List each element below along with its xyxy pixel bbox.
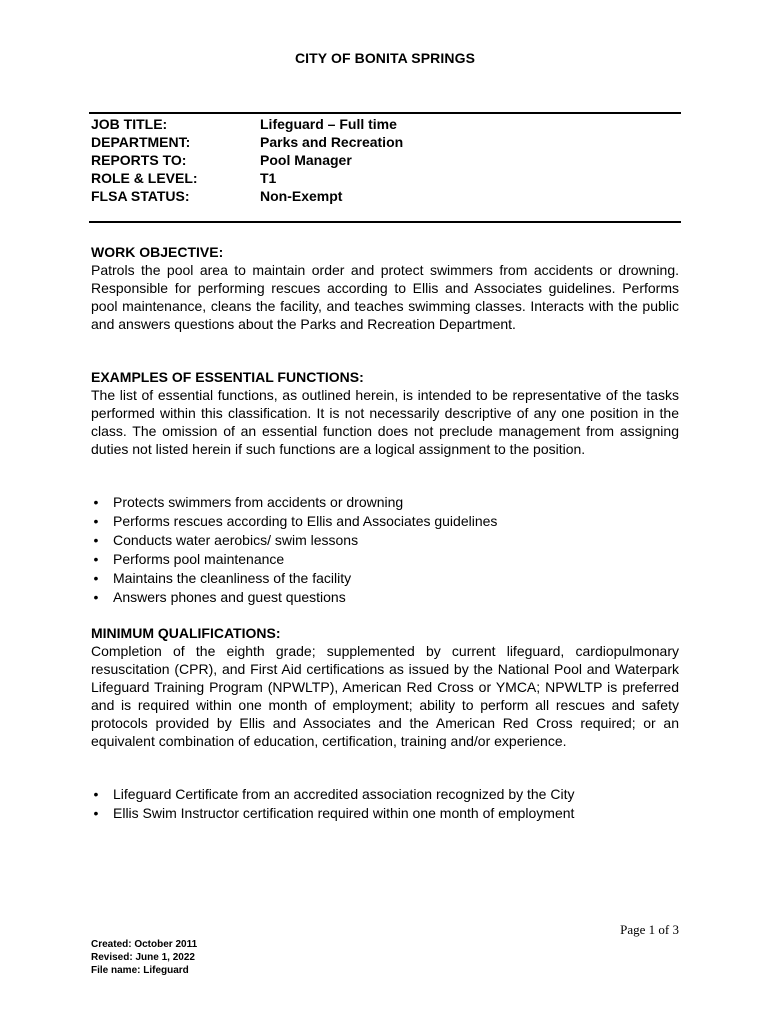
- department-label: DEPARTMENT:: [91, 134, 191, 150]
- work-objective-heading: WORK OBJECTIVE:: [91, 244, 224, 260]
- essential-functions-list-wrap: [91, 493, 679, 607]
- list-item: [91, 493, 679, 512]
- minimum-qualifications-section: [91, 624, 679, 750]
- work-objective-section: [91, 243, 679, 333]
- list-item: [91, 785, 679, 804]
- job-info-row: [91, 133, 403, 151]
- bullet-icon: •: [93, 589, 99, 605]
- job-info-row: [91, 115, 403, 133]
- reports-to-value: Pool Manager: [260, 152, 352, 168]
- list-item: [91, 550, 679, 569]
- bullet-icon: •: [93, 805, 99, 821]
- job-info-row: [91, 151, 403, 169]
- bullet-icon: •: [93, 494, 99, 510]
- bullet-icon: •: [93, 786, 99, 802]
- flsa-status-label: FLSA STATUS:: [91, 188, 190, 204]
- list-item-text: Lifeguard Certificate from an accredited association recognized by the City: [113, 786, 575, 802]
- list-item-text: Performs pool maintenance: [113, 551, 285, 567]
- list-item: [91, 531, 679, 550]
- list-item-text: Conducts water aerobics/ swim lessons: [113, 532, 359, 548]
- document-footer: [91, 938, 197, 977]
- essential-functions-list: [91, 493, 679, 607]
- job-info-row: [91, 187, 403, 205]
- bullet-icon: •: [93, 513, 99, 529]
- minimum-qualifications-list-wrap: [91, 785, 679, 823]
- job-info-table: [91, 115, 403, 205]
- bullet-icon: •: [93, 570, 99, 586]
- job-title-label: JOB TITLE:: [91, 116, 168, 132]
- minimum-qualifications-list: [91, 785, 679, 823]
- essential-functions-section: [91, 368, 679, 458]
- list-item-text: Protects swimmers from accidents or drowning: [113, 494, 404, 510]
- list-item: [91, 804, 679, 823]
- essential-functions-heading: EXAMPLES OF ESSENTIAL FUNCTIONS:: [91, 369, 364, 385]
- role-level-value: T1: [260, 170, 277, 186]
- page-number: Page 1 of 3: [620, 922, 679, 937]
- list-item: [91, 588, 679, 607]
- list-item-text: Performs rescues according to Ellis and Associates guidelines: [113, 513, 498, 529]
- info-divider: [89, 221, 681, 223]
- bullet-icon: •: [93, 551, 99, 567]
- page-title: CITY OF BONITA SPRINGS: [294, 50, 476, 66]
- essential-functions-text: The list of essential functions, as outlined herein, is intended to be representative of the tasks performed within this classification. It is not necessarily descriptive of any one position in the class. The omission of an essential function does not preclude management from assigning duties not listed herein if such functions are a logical assignment to the position.: [91, 387, 679, 457]
- minimum-qualifications-text: Completion of the eighth grade; supplemented by current lifeguard, cardiopulmonary resuscitation (CPR), and First Aid certifications as issued by the National Pool and Waterpark Lifeguard Training Program (NPWLTP), American Red Cross or YMCA; NPWLTP is preferred and is required within one month of employment; ability to perform all rescues and safety protocols provided by Ellis and Associates and the American Red Cross required; or an equivalent combination of education, certification, training and/or experience.: [91, 643, 679, 749]
- list-item: [91, 569, 679, 588]
- top-divider: [89, 112, 681, 114]
- minimum-qualifications-heading: MINIMUM QUALIFICATIONS:: [91, 625, 281, 641]
- job-info-row: [91, 169, 403, 187]
- list-item-text: Ellis Swim Instructor certification required within one month of employment: [113, 805, 575, 821]
- role-level-label: ROLE & LEVEL:: [91, 170, 198, 186]
- bullet-icon: •: [93, 532, 99, 548]
- list-item-text: Answers phones and guest questions: [113, 589, 346, 605]
- job-title-value: Lifeguard – Full time: [260, 116, 397, 132]
- flsa-status-value: Non-Exempt: [260, 188, 343, 204]
- list-item-text: Maintains the cleanliness of the facility: [113, 570, 352, 586]
- revised-date: Revised: June 1, 2022: [91, 952, 195, 963]
- work-objective-text: Patrols the pool area to maintain order and protect swimmers from accidents or drowning. Responsible for performing rescues according to Ellis and Associates guidelines. Performs pool maintenance, cleans the facility, and teaches swimming classes. Interacts with the public and answers questions about the Parks and Recreation Department.: [91, 262, 679, 332]
- created-date: Created: October 2011: [91, 939, 198, 950]
- list-item: [91, 512, 679, 531]
- file-name: File name: Lifeguard: [91, 965, 189, 976]
- department-value: Parks and Recreation: [260, 134, 404, 150]
- reports-to-label: REPORTS TO:: [91, 152, 187, 168]
